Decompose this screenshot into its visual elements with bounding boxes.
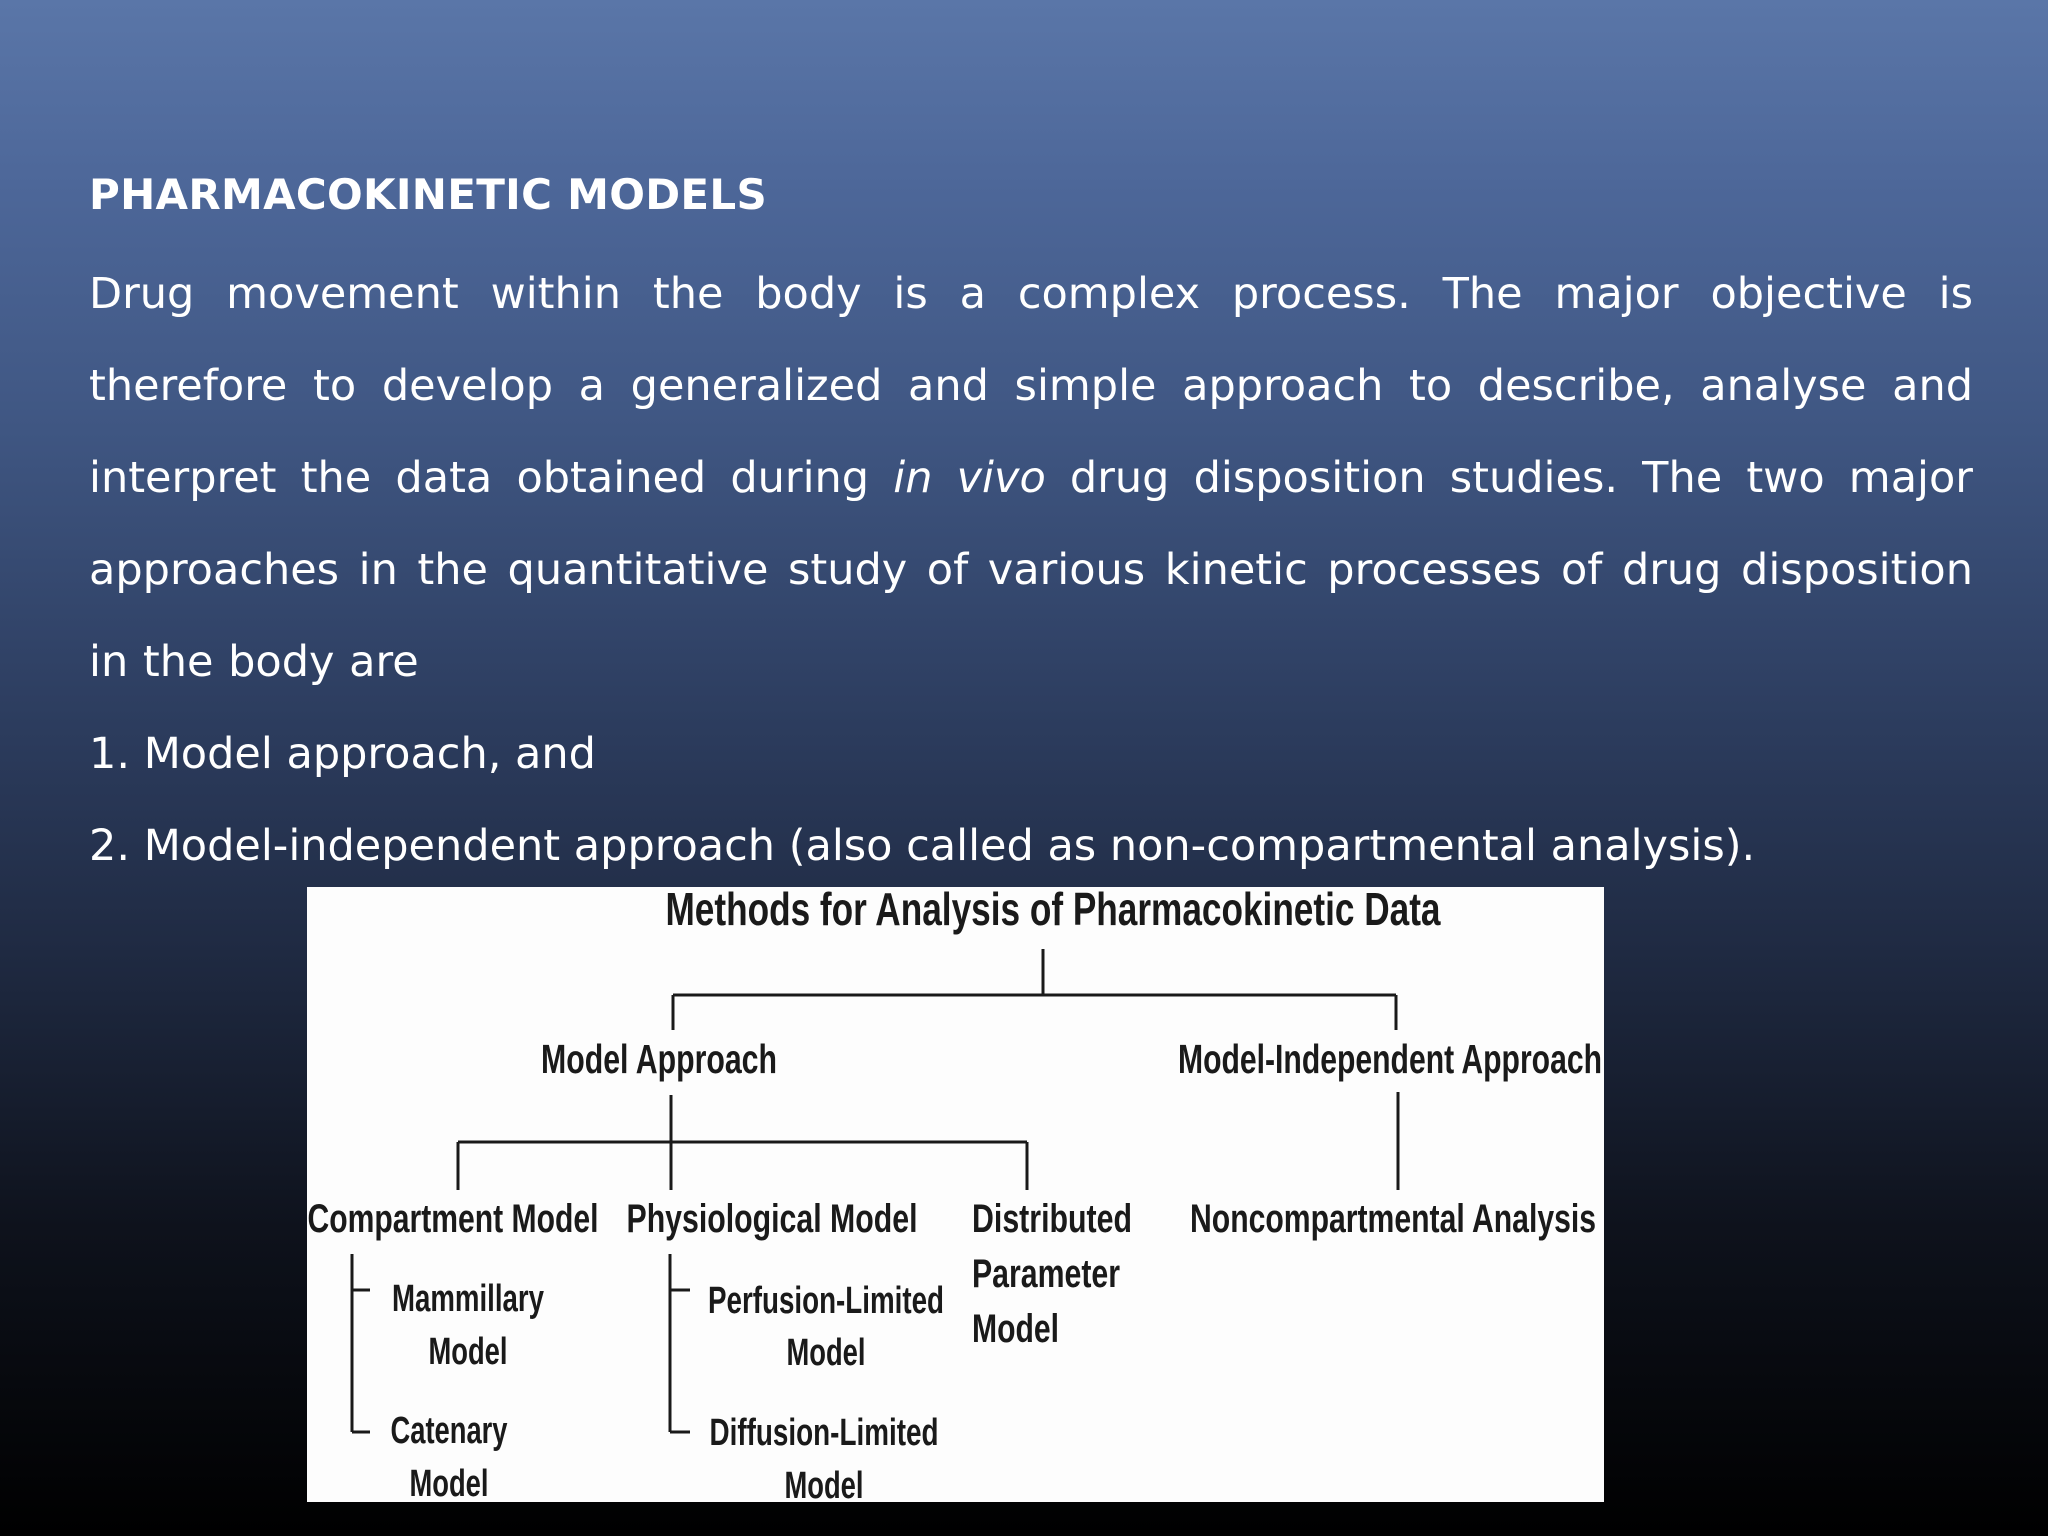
methods-diagram-svg [307,883,1604,1507]
compartment-model-label: Compartment Model [307,1197,599,1241]
diffusion-label-line2: Model [784,1465,864,1507]
connector-lines [352,949,1398,1432]
diffusion-label-line1: Diffusion-Limited [709,1412,939,1454]
paragraph-part-2: drug disposition studies. The two major approaches in the quantitative study of various kinetic processes of drug disposition in the body are [89,453,1973,687]
physiological-model-label: Physiological Model [626,1197,918,1241]
distributed-label-line1: Distributed [972,1197,1132,1241]
distributed-label-line3: Model [972,1307,1059,1351]
perfusion-label-line1: Perfusion-Limited [708,1280,944,1322]
model-independent-label: Model-Independent Approach [1178,1036,1602,1082]
catenary-label-line2: Model [409,1463,489,1505]
list-item-model-approach: 1. Model approach, and [89,729,596,779]
slide-text-block [89,160,1973,892]
model-approach-label: Model Approach [541,1036,777,1082]
noncompartmental-label: Noncompartmental Analysis [1190,1197,1596,1241]
slide-heading: PHARMACOKINETIC MODELS [89,170,768,219]
methods-diagram [307,883,1604,1507]
list-item-model-independent: 2. Model-independent approach (also called as non-compartmental analysis). [89,821,1756,871]
diagram-title: Methods for Analysis of Pharmacokinetic Data [665,883,1441,935]
paragraph-italic: in vivo [893,453,1046,503]
catenary-label-line1: Catenary [390,1410,508,1452]
intro-paragraph [89,248,1973,708]
mammillary-label-line2: Model [428,1331,508,1373]
perfusion-label-line2: Model [786,1332,866,1374]
distributed-label-line2: Parameter [972,1252,1120,1296]
paragraph-part-1: Drug movement within the body is a complex process. The major objective is therefore to develop a generalized and simple approach to describe, analyse and interpret the data obtained during [89,269,1973,503]
mammillary-label-line1: Mammillary [392,1278,544,1320]
